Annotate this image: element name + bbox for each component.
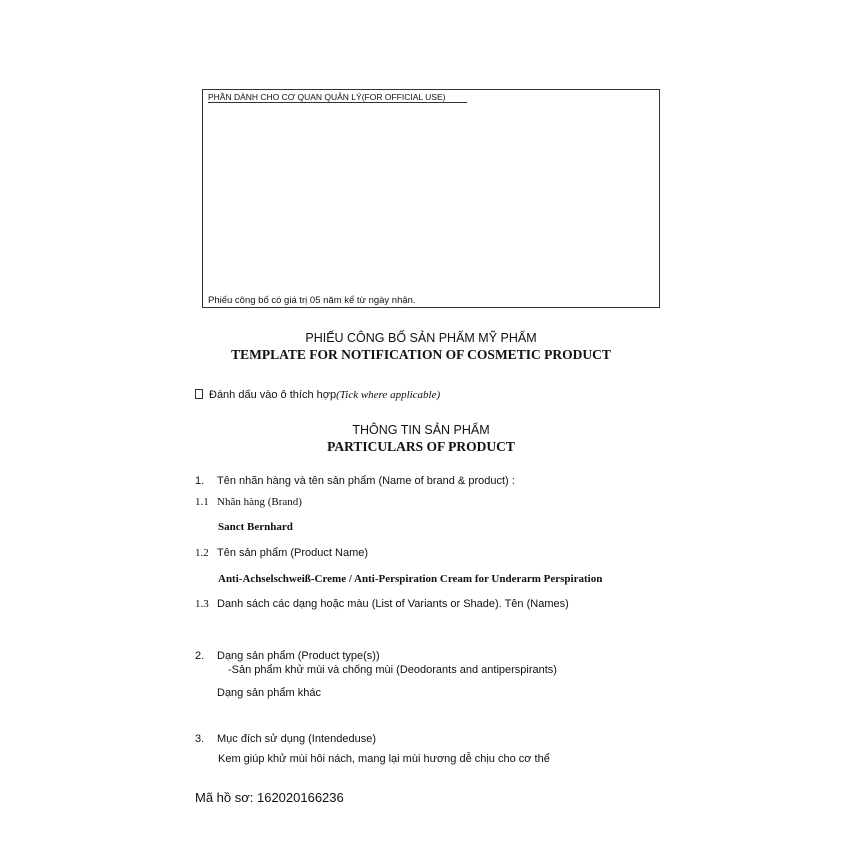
variants-row [195,598,569,610]
product-name-number: 1.2 [195,547,209,559]
particulars-title-en: PARTICULARS OF PRODUCT [327,439,515,454]
particulars-title-vi: THÔNG TIN SẢN PHẨM [352,423,490,437]
file-code: Mã hồ sơ: 162020166236 [195,790,344,805]
template-title-vi: PHIẾU CÔNG BỐ SẢN PHẨM MỸ PHẨM [305,331,537,345]
brand-number: 1.1 [195,496,209,508]
product-type-other: Dạng sản phẩm khác [217,687,321,699]
product-name-label: Tên sản phẩm (Product Name) [217,547,369,559]
product-type-value: -Sản phẩm khử mùi và chống mùi (Deodorants and antiperspirants) [228,664,557,676]
official-use-title: PHẦN DÀNH CHO CƠ QUAN QUẢN LÝ(FOR OFFICIAL USE) [208,92,467,103]
validity-note: Phiếu công bố có giá trị 05 năm kể từ ngày nhận. [208,295,416,306]
section3-heading [195,733,376,745]
product-name-row [195,547,368,559]
official-use-box [202,89,660,308]
checkbox-icon [195,389,203,399]
variants-label: Danh sách các dạng hoặc màu (List of Variants or Shade). Tên (Names) [217,598,569,610]
section1-heading [195,475,515,487]
tick-instruction [195,389,440,401]
section3-label: Mục đích sử dụng (Intendeduse) [217,733,377,745]
section1-label: Tên nhãn hàng và tên sản phẩm (Name of brand & product) : [217,475,515,487]
variants-number: 1.3 [195,598,209,610]
section3-number: 3. [195,733,205,745]
template-title-en: TEMPLATE FOR NOTIFICATION OF COSMETIC PRODUCT [231,347,611,362]
product-name-value: Anti-Achselschweiß-Creme / Anti-Perspiration Cream for Underarm Perspiration [218,573,603,585]
brand-value: Sanct Bernhard [218,521,293,533]
section2-label: Dạng sản phẩm (Product type(s)) [217,650,380,662]
tick-instruction-en: (Tick where applicable) [336,389,441,401]
brand-row [195,496,302,508]
section1-number: 1. [195,475,205,487]
intended-use-value: Kem giúp khử mùi hôi nách, mang lại mùi hương dễ chịu cho cơ thể [218,753,550,765]
section2-heading [195,650,380,662]
brand-label: Nhãn hàng (Brand) [217,496,302,508]
section2-number: 2. [195,650,205,662]
tick-instruction-vi: Đánh dấu vào ô thích hợp [209,389,337,401]
